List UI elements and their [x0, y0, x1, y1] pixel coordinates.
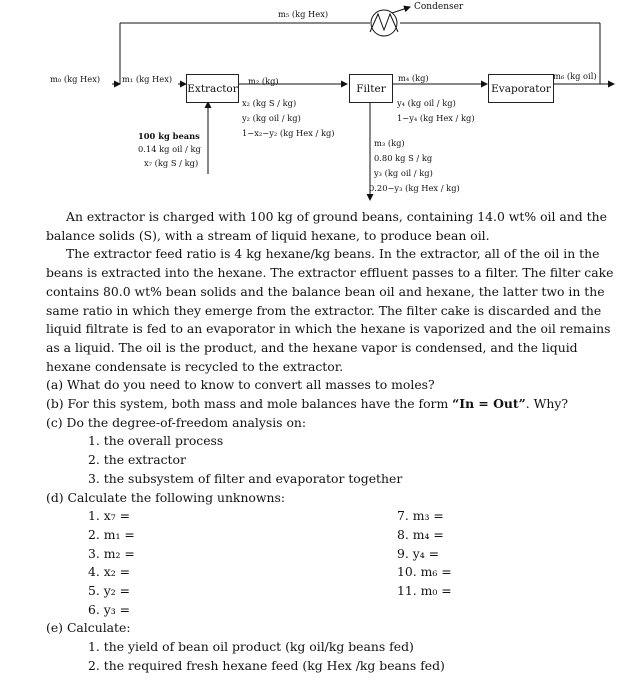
problem-paragraph-1: An extractor is charged with 100 kg of ground beans, containing 14.0 wt% oil and the balance solids (S), with a stream of liquid hexane, to produce bean oil. [46, 209, 607, 243]
evaporator-box [488, 74, 554, 103]
unknown-item: 7. m₃ = [397, 508, 444, 524]
question-b-bold: “In = Out” [452, 396, 526, 412]
beans-x7-label: x₇ (kg S / kg) [144, 158, 199, 168]
unknown-row [46, 526, 620, 545]
unknown-row [46, 563, 620, 582]
condenser-label: Condenser [414, 2, 464, 12]
m3-s-label: 0.80 kg S / kg [374, 153, 433, 163]
m4-label: m₄ (kg) [398, 73, 429, 83]
filter-box [349, 74, 393, 103]
unknown-item: 3. m₂ = [88, 545, 135, 561]
problem-text [46, 208, 620, 675]
question-e-item: 2. the required fresh hexane feed (kg Hex /kg beans fed) [88, 657, 445, 673]
m3-y3-label: y₃ (kg oil / kg) [374, 168, 433, 178]
question-e: (e) Calculate: [46, 620, 131, 636]
unknown-item: 10. m₆ = [397, 564, 452, 580]
m2-rest-label: 1−x₂−y₂ (kg Hex / kg) [242, 128, 335, 138]
extractor-label: Extractor [187, 82, 238, 95]
m4-rest-label: 1−y₄ (kg Hex / kg) [397, 113, 475, 123]
unknown-item: 4. x₂ = [88, 564, 131, 580]
unknown-item: 1. x₇ = [88, 508, 131, 524]
question-a: (a) What do you need to know to convert all masses to moles? [46, 377, 435, 393]
m6-label: m₆ (kg oil) [553, 71, 597, 81]
filter-label: Filter [356, 82, 386, 95]
m5-label: m₅ (kg Hex) [278, 9, 329, 19]
question-c-item: 1. the overall process [88, 433, 224, 449]
unknown-item: 5. y₂ = [88, 583, 131, 598]
flowchart [0, 0, 623, 205]
problem-paragraph-2: The extractor feed ratio is 4 kg hexane/kg beans. In the extractor, all of the oil in the beans is extracted into the hexane. The extractor effluent passes to a filter. The filter cake contains 80.0 wt% bean solids and the balance bean oil and hexane, the latter two in the same ratio in which they emerge from the extractor. The filter cake is discarded and the liquid filtrate is fed to an evaporator in which the hexane is vaporized and the oil remains as a liquid. The oil is the product, and the hexane vapor is condensed, and the liquid hexane condensate is recycled to the extractor. [46, 246, 614, 374]
unknown-item: 8. m₄ = [397, 526, 444, 542]
question-b-text: (b) For this system, both mass and mole balances have the form [46, 396, 453, 412]
question-c-item: 2. the extractor [88, 452, 186, 468]
condenser-coil [370, 14, 398, 32]
unknown-item: 9. y₄ = [397, 545, 440, 561]
unknown-item: 6. y₃ = [88, 601, 131, 617]
unknown-row [46, 582, 620, 601]
m0-label: m₀ (kg Hex) [50, 74, 101, 84]
unknown-item: 2. m₁ = [88, 526, 135, 542]
beans-oil-label: 0.14 kg oil / kg [138, 144, 201, 154]
unknown-row [46, 601, 620, 620]
question-d: (d) Calculate the following unknowns: [46, 489, 285, 505]
m3-label: m₃ (kg) [374, 138, 405, 148]
condenser-pointer [392, 7, 410, 13]
unknown-row [46, 507, 620, 526]
beans-label: 100 kg beans [138, 131, 200, 141]
m2-label: m₂ (kg) [248, 76, 279, 86]
evaporator-label: Evaporator [491, 82, 551, 95]
m3-rest-label: 0.20−y₃ (kg Hex / kg) [369, 183, 460, 193]
question-b [46, 395, 620, 414]
m4-y4-label: y₄ (kg oil / kg) [397, 98, 456, 108]
extractor-box [186, 74, 239, 103]
unknown-item: 11. m₀ = [397, 583, 452, 598]
m2-x2-label: x₂ (kg S / kg) [242, 98, 297, 108]
m1-label: m₁ (kg Hex) [122, 74, 173, 84]
unknown-row [46, 545, 620, 564]
question-c: (c) Do the degree-of-freedom analysis on: [46, 414, 307, 430]
question-c-item: 3. the subsystem of filter and evaporator together [88, 470, 403, 486]
question-e-item: 1. the yield of bean oil product (kg oil/kg beans fed) [88, 639, 414, 655]
m2-y2-label: y₂ (kg oil / kg) [242, 113, 301, 123]
condenser-icon [371, 10, 397, 36]
question-b-end: . Why? [525, 396, 569, 412]
